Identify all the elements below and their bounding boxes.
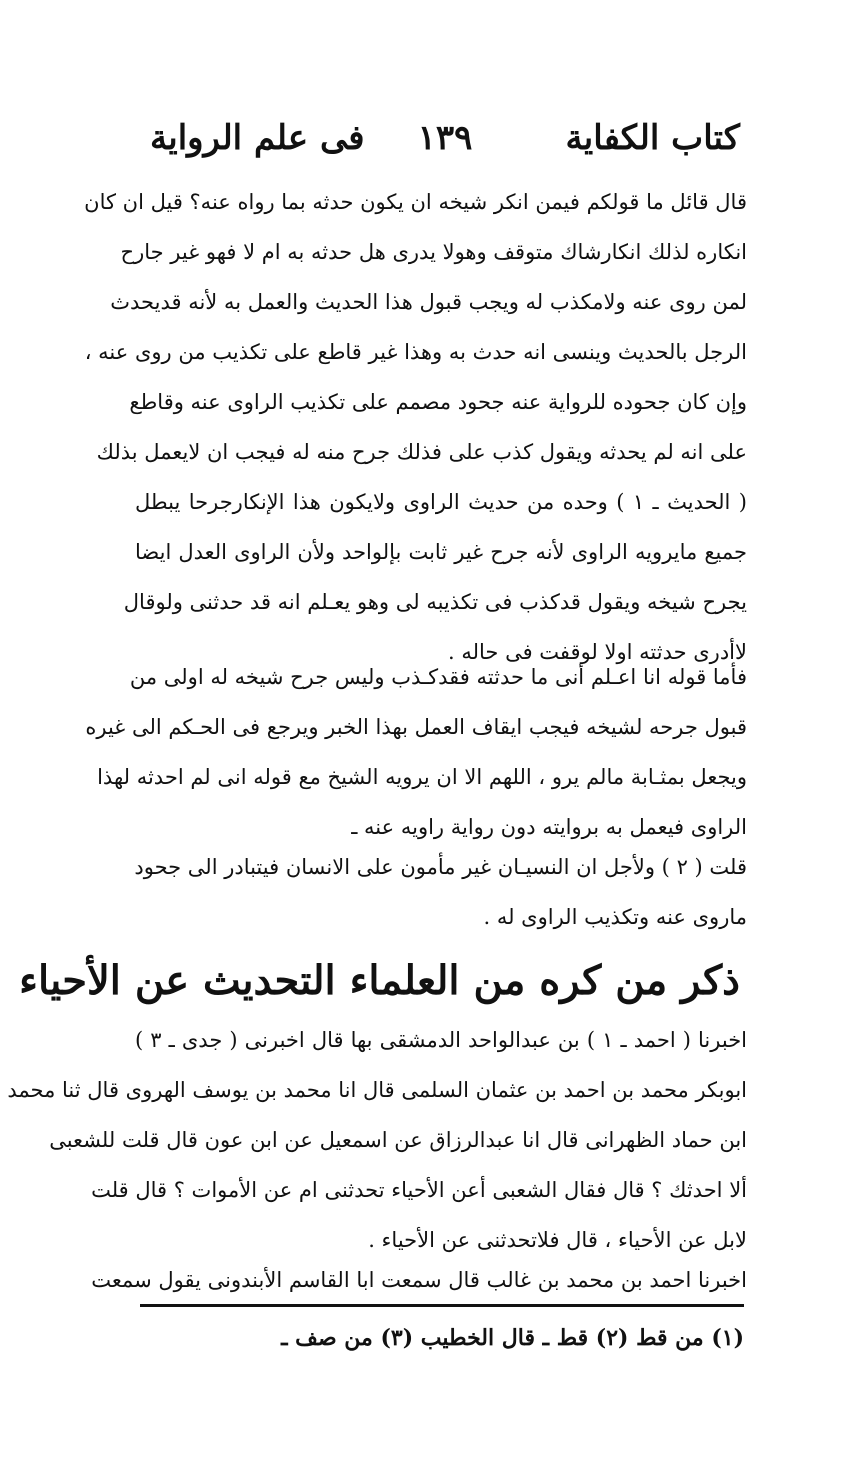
text-line: اخبرنا ( احمد ـ ١ ) بن عبدالواحد الدمشقى بها قال اخبرنى ( جدى ـ ٣ ) [135,1028,748,1052]
paragraph-3 [135,842,747,942]
text-line: يجرح شيخه ويقول قدكذب فى تكذيبه لى وهو يعـلم انه قد حدثنى ولوقال [123,590,747,614]
section-title: فى علم الرواية [150,118,365,158]
text-line: ماروى عنه وتكذيب الراوى له . [483,905,747,929]
paragraph-5 [91,1255,747,1305]
text-line: الراوى فيعمل به بروايته دون رواية راويه عنه ـ [351,815,747,839]
text-line: اخبرنا احمد بن محمد بن غالب قال سمعت ابا القاسم الأبندونى يقول سمعت [91,1268,747,1292]
paragraph-2 [85,652,747,852]
text-line: قبول جرحه لشيخه فيجب ايقاف العمل بهذا الخبر ويرجع فى الحـكم الى غيره [85,715,747,739]
page-header [150,118,740,180]
footnote: (١) من قط (٢) قط ـ قال الخطيب (٣) من صف ـ [281,1325,744,1351]
text-line: قلت ( ٢ ) ولأجل ان النسيـان غير مأمون على الانسان فيتبادر الى جحود [134,855,747,879]
text-line: ابوبكر محمد بن احمد بن عثمان السلمى قال انا محمد بن يوسف الهروى قال ثنا محمد [7,1078,747,1102]
text-line: انكاره لذلك انكارشاك متوقف وهولا يدرى هل حدثه به ام لا فهو غير جارح [120,240,747,264]
paragraph-4 [7,1015,748,1265]
text-line: فأما قوله انا اعـلم أنى ما حدثته فقدكـذب وليس جرح شيخه له اولى من [129,665,747,689]
text-line: ابن حماد الظهرانى قال انا عبدالرزاق عن اسمعيل عن ابن عون قال قلت للشعبى [49,1128,747,1152]
text-line: قال قائل ما قولكم فيمن انكر شيخه ان يكون حدثه بما رواه عنه؟ قيل ان كان [84,190,747,214]
text-line: الرجل بالحديث وينسى انه حدث به وهذا غير قاطع على تكذيب من روى عنه ، [84,340,747,364]
text-line: لاأدرى حدثته اولا لوقفت فى حاله . [448,640,747,664]
text-line: وإن كان جحوده للرواية عنه جحود مصمم على تكذيب الراوى عنه وقاطع [129,390,747,414]
text-line: لمن روى عنه ولامكذب له ويجب قبول هذا الحديث والعمل به لأنه قديحدث [110,290,747,314]
text-line: ( الحديث ـ ١ ) وحده من حديث الراوى ولايكون هذا الإنكارجرحا يبطل [135,490,747,514]
footnote-divider [140,1304,744,1307]
text-line: ويجعل بمثـابة مالم يرو ، اللهم الا ان يرويه الشيخ مع قوله انى لم احدثه لهذا [97,765,747,789]
text-line: على انه لم يحدثه ويقول كذب على فذلك جرح منه له فيجب ان لايعمل بذلك [96,440,747,464]
page-number: ١٣٩ [417,118,473,158]
text-line: جميع مايرويه الراوى لأنه جرح غير ثابت بإلواحد ولأن الراوى العدل ايضا [135,540,747,564]
section-heading: ذكر من كره من العلماء التحديث عن الأحياء [19,957,740,1004]
text-line: ألا احدثك ؟ قال فقال الشعبى أعن الأحياء تحدثنى ام عن الأموات ؟ قال قلت [91,1178,747,1202]
book-title: كتاب الكفاية [565,118,740,158]
text-line: لابل عن الأحياء ، قال فلاتحدثنى عن الأحياء . [368,1228,747,1252]
